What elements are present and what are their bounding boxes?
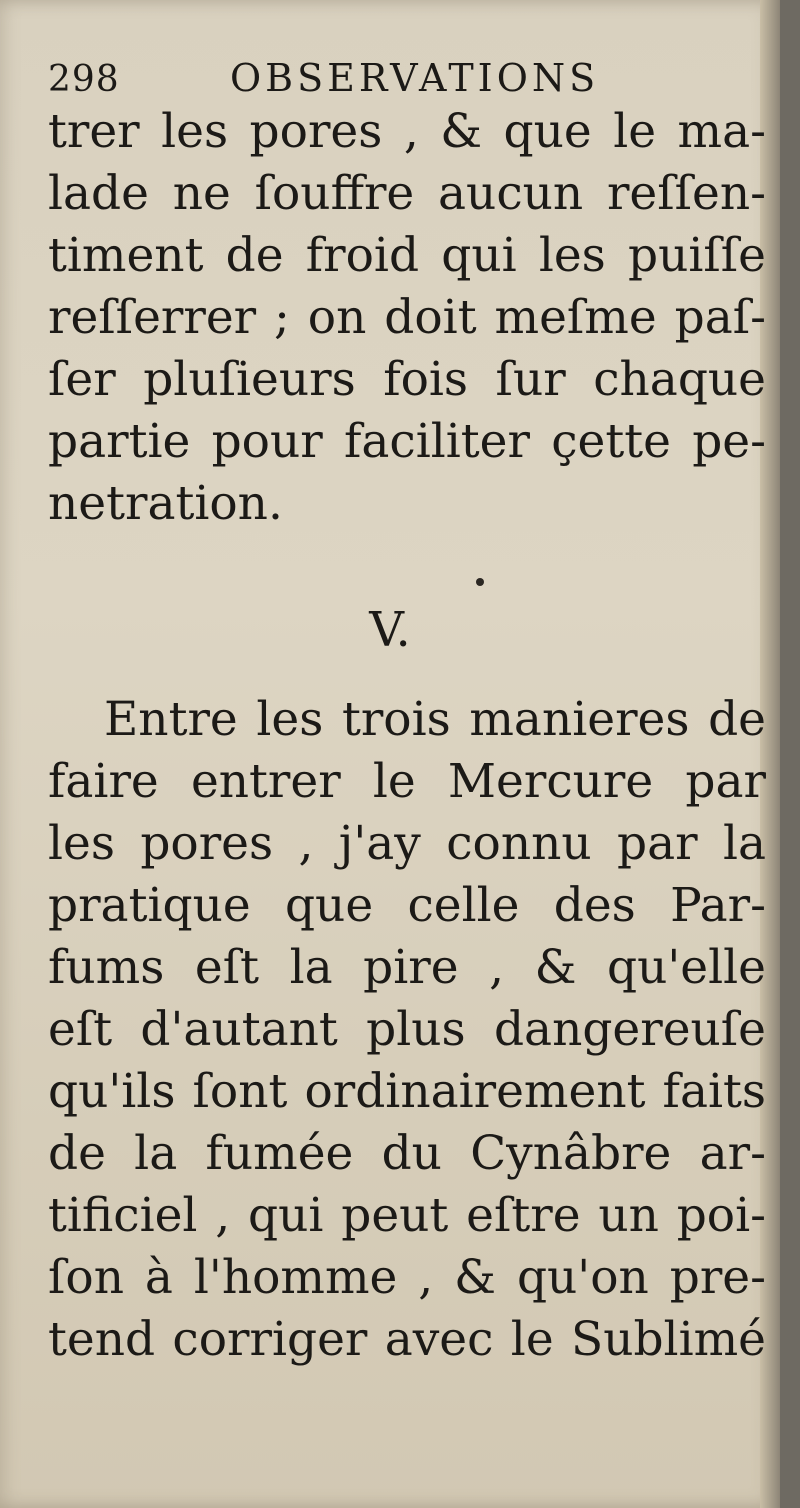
text-line: tend corriger avec le Sublimé [48,1312,766,1367]
ink-dot-ornament [476,578,484,586]
running-head [48,50,748,100]
text-line: tificiel , qui peut eſtre un poi- [48,1188,766,1243]
text-line: netration. [48,476,283,531]
text-line: Entre les trois manieres de [104,692,766,747]
text-line: eſt d'autant plus dangereuſe [48,1002,766,1057]
text-line: fums eſt la pire , & qu'elle [48,940,766,995]
text-line: trer les pores , & que le ma- [48,104,766,159]
text-line: reſſerrer ; on doit meſme paſ- [48,290,766,345]
text-line: ſon à l'homme , & qu'on pre- [48,1250,766,1305]
text-line: faire entrer le Mercure par [48,754,766,809]
text-line: qu'ils ſont ordinairement faits [48,1064,766,1119]
text-line: de la fumée du Cynâbre ar- [48,1126,766,1181]
section-heading: V. [369,602,411,658]
page-number: 298 [48,59,120,100]
text-line: timent de froid qui les puiſſe [48,228,766,283]
text-line: lade ne ſouffre aucun reſſen- [48,166,766,221]
text-line: les pores , j'ay connu par la [48,816,766,871]
text-line: pratique que celle des Par- [48,878,766,933]
running-title: OBSERVATIONS [230,56,600,100]
text-line: partie pour faciliter çette pe- [48,414,766,469]
text-line: ſer pluſieurs fois ſur chaque [48,352,766,407]
